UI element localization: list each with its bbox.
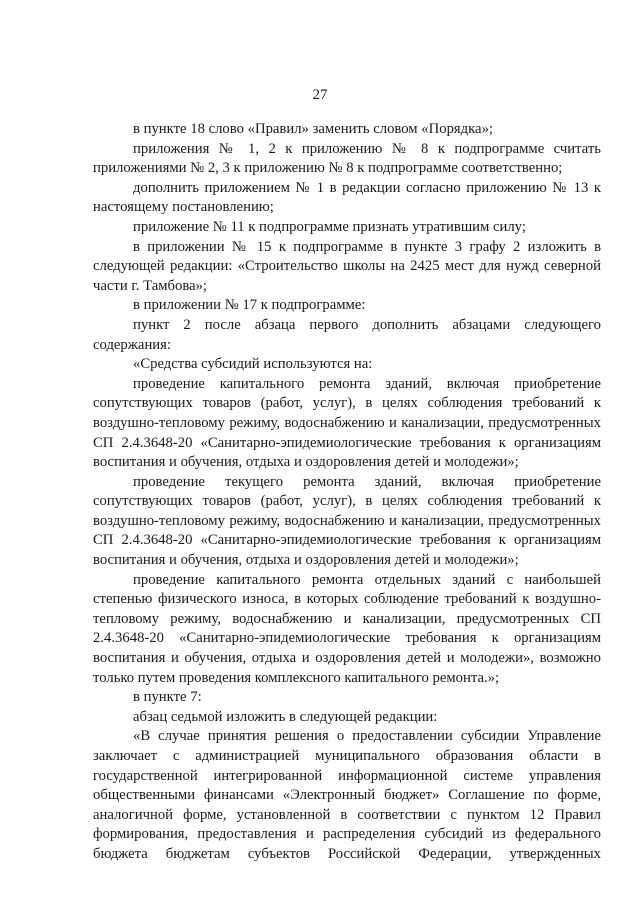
page-number: 27 (312, 87, 328, 103)
paragraph: в пункте 7: (133, 689, 202, 706)
paragraph-continued: «В случае принятия решения о предоставлении субсидии Управление заключает с администрацией муниципального образования области в государственной интегрированной информационной системе управления общественными финансами «Электронный бюджет» Соглашение по форме, аналогичной форме, установленной в соответствии с пунктом 12 Правил формирования, предоставления и распределения субсидий из федерального бюджета бюджетам субъектов Российской Федерации, утвержденных (93, 728, 601, 862)
paragraph: проведение текущего ремонта зданий, включая приобретение сопутствующих товаров (работ, услуг), в целях соблюдения требований к воздушно-тепловому режиму, водоснабжению и канализации, предусмотренных СП 2.4.3648-20 «Санитарно-эпидемиологические требования к организациям воспитания и обучения, отдыха и оздоровления детей и молодежи»; (93, 473, 601, 569)
paragraph: «Средства субсидий используются на: (133, 356, 373, 373)
paragraph: абзац седьмой изложить в следующей редакции: (133, 708, 438, 725)
document-body (93, 120, 601, 865)
paragraph: проведение капитального ремонта отдельных зданий с наибольшей степенью физического износа, в которых соблюдение требований к воздушно-тепловому режиму, водоснабжению и канализации, предусмотренных СП 2.4.3648-20 «Санитарно-эпидемиологические требования к организациям воспитания и обучения, отдыха и оздоровления детей и молодежи», возможно только путем проведения комплексного капитального ремонта.»; (93, 571, 601, 686)
paragraph: приложение № 11 к подпрограмме признать утратившим силу; (133, 218, 526, 235)
paragraph: в приложении № 15 к подпрограмме в пункте 3 графу 2 изложить в следующей редакции: «Строительство школы на 2425 мест для нужд северной части г. Тамбова»; (93, 238, 601, 294)
paragraph: в приложении № 17 к подпрограмме: (133, 297, 366, 314)
paragraph: в пункте 18 слово «Правил» заменить словом «Порядка»; (133, 121, 494, 137)
paragraph: пункт 2 после абзаца первого дополнить абзацами следующего содержания: (93, 316, 601, 353)
paragraph: проведение капитального ремонта зданий, включая приобретение сопутствующих товаров (работ, услуг), в целях соблюдения требований к воздушно-тепловому режиму, водоснабжению и канализации, предусмотренных СП 2.4.3648-20 «Санитарно-эпидемиологические требования к организациям воспитания и обучения, отдыха и оздоровления детей и молодежи»; (93, 375, 601, 471)
paragraph: приложения № 1, 2 к приложению № 8 к подпрограмме считать приложениями № 2, 3 к приложению № 8 к подпрограмме соответственно; (93, 140, 601, 177)
paragraph: дополнить приложением № 1 в редакции согласно приложению № 13 к настоящему постановлению; (93, 179, 601, 216)
